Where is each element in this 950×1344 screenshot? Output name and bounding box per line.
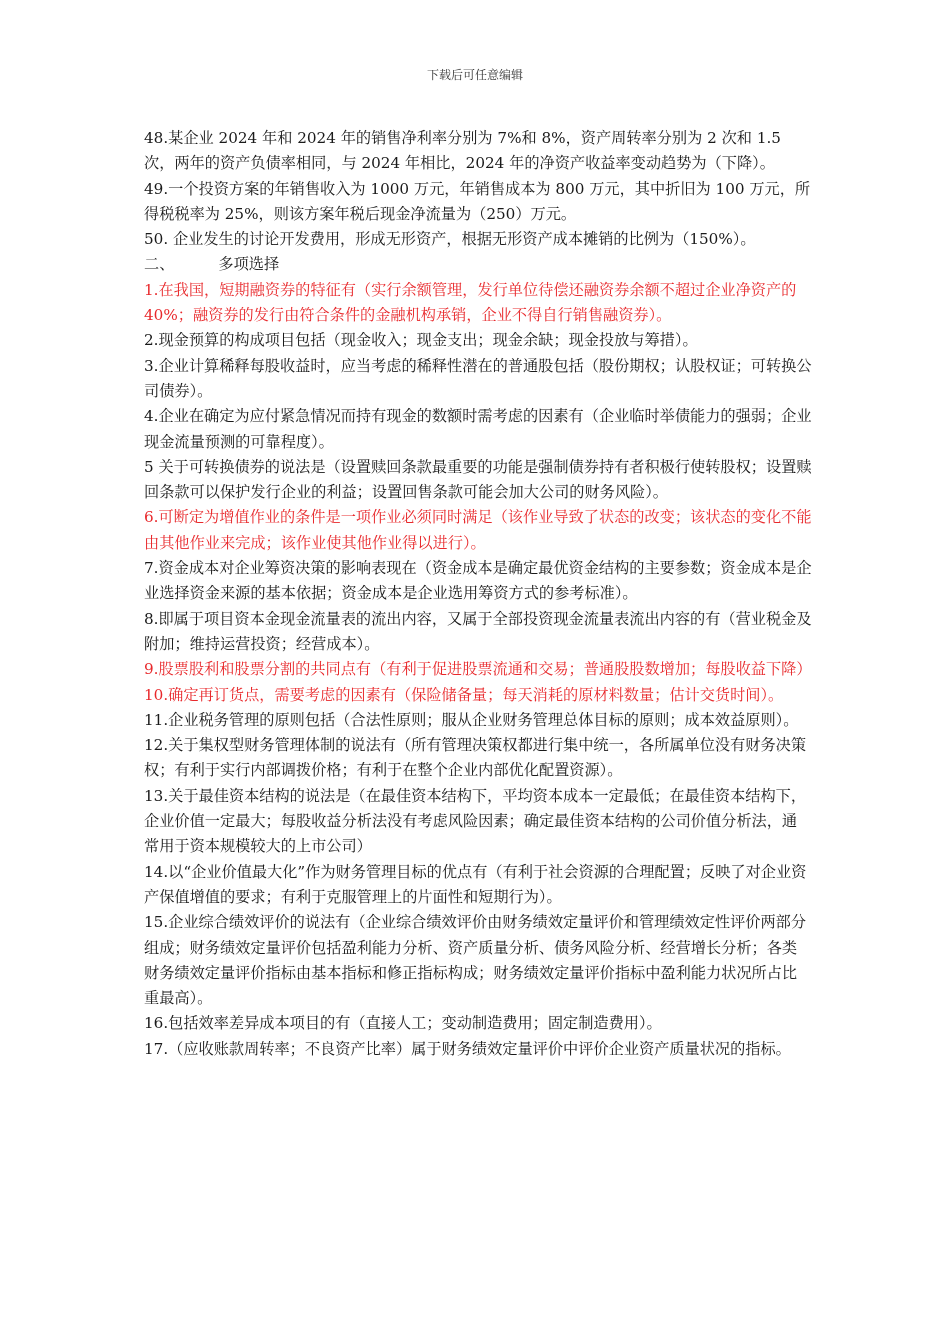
question-item: 13.关于最佳资本结构的说法是（在最佳资本结构下，平均资本成本一定最低；在最佳资本结构下，企业价值一定最大；每股收益分析法没有考虑风险因素；确定最佳资本结构的公司价值分析法，通常用于资本规模较大的上市公司） [144,786,807,856]
question-item: 6.可断定为增值作业的条件是一项作业必须同时满足（该作业导致了状态的改变；该状态的变化不能由其他作业来完成；该作业使其他作业得以进行）。 [144,508,812,552]
question-item: 2.现金预算的构成项目包括（现金收入；现金支出；现金余缺；现金投放与筹措）。 [144,331,698,350]
question-item: 7.资金成本对企业筹资决策的影响表现在（资金成本是确定最优资金结构的主要参数；资金成本是企业选择资金来源的基本依据；资金成本是企业选用筹资方式的参考标准）。 [144,559,812,603]
question-item: 5 关于可转换债券的说法是（设置赎回条款最重要的功能是强制债券持有者积极行使转股权；设置赎回条款可以保护发行企业的利益；设置回售条款可能会加大公司的财务风险）。 [144,457,812,502]
question-item: 48.某企业 2024 年和 2024 年的销售净利率分别为 7%和 8%，资产周转率分别为 2 次和 1.5 次，两年的资产负债率相同，与 2024 年相比，2024 年的净资产收益率变动趋势为（下降）。 [144,129,781,173]
question-item: 14.以“企业价值最大化”作为财务管理目标的优点有（有利于社会资源的合理配置；反映了对企业资产保值增值的要求；有利于克服管理上的片面性和短期行为）。 [144,862,807,906]
question-item: 17.（应收账款周转率；不良资产比率）属于财务绩效定量评价中评价企业资产质量状况的指标。 [144,1039,791,1058]
question-item: 3.企业计算稀释每股收益时，应当考虑的稀释性潜在的普通股包括（股份期权；认股权证；可转换公司债券）。 [144,356,812,400]
section-heading [144,252,812,277]
multiple-choice-answers [144,278,812,1062]
question-item: 16.包括效率差异成本项目的有（直接人工；变动制造费用；固定制造费用）。 [144,1014,662,1033]
question-item: 8.即属于项目资本金现金流量表的流出内容，又属于全部投资现金流量表流出内容的有（营业税金及附加；维持运营投资；经营成本）。 [144,609,812,653]
document-body [144,126,812,1062]
question-item: 4.企业在确定为应付紧急情况而持有现金的数额时需考虑的因素有（企业临时举债能力的强弱；企业现金流量预测的可靠程度）。 [144,407,812,451]
question-item: 1.在我国，短期融资券的特征有（实行余额管理，发行单位待偿还融资券余额不超过企业净资产的 40%；融资券的发行由符合条件的金融机构承销，企业不得自行销售融资券）。 [144,280,797,325]
question-item: 50. 企业发生的讨论开发费用，形成无形资产，根据无形资产成本摊销的比例为（150%）。 [144,230,756,249]
page-header: 下载后可任意编辑 [426,68,523,82]
question-item: 15.企业综合绩效评价的说法有（企业综合绩效评价由财务绩效定量评价和管理绩效定性评价两部分组成；财务绩效定量评价包括盈利能力分析、资产质量分析、债务风险分析、经营增长分析；各类财务绩效定量评价指标由基本指标和修正指标构成；财务绩效定量评价指标中盈利能力状况所占比重最高）。 [144,913,807,1008]
question-item: 11.企业税务管理的原则包括（合法性原则；服从企业财务管理总体目标的原则；成本效益原则）。 [144,710,799,729]
single-choice-answers [144,126,812,252]
question-item: 9.股票股利和股票分割的共同点有（有利于促进股票流通和交易；普通股股数增加；每股收益下降） [144,660,812,679]
question-item: 12.关于集权型财务管理体制的说法有（所有管理决策权都进行集中统一，各所属单位没有财务决策权；有利于实行内部调拨价格；有利于在整个企业内部优化配置资源）。 [144,736,807,780]
question-item: 49.一个投资方案的年销售收入为 1000 万元，年销售成本为 800 万元，其中折旧为 100 万元，所得税税率为 25%，则该方案年税后现金净流量为（250）万元。 [144,179,811,223]
question-item: 10.确定再订货点，需要考虑的因素有（保险储备量；每天消耗的原材料数量；估计交货时间）。 [144,685,784,704]
section-title: 多项选择 [218,255,280,274]
section-number: 二、 [144,255,175,274]
